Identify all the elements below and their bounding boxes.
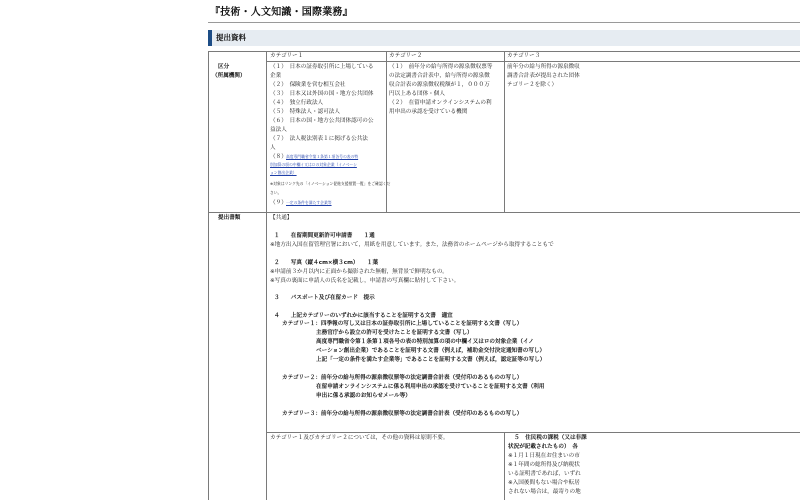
doc-item4-cat1-line1: カテゴリー１：四季報の写し又は日本の証券取引所に上場していることを証明する文書（写し） (282, 321, 523, 327)
common-heading: 【共通】 (270, 215, 293, 221)
doc-item1-title: １ 在留期間更新許可申請書 １通 (274, 233, 375, 239)
row-label-kubun: 区分 (218, 64, 230, 70)
row-label-teishutsu: 提出書類 (218, 215, 241, 221)
doc-item4-cat2-line3: 申出に係る承認のお知らせメール等） (316, 393, 411, 399)
doc-item4-title: ４ 上記カテゴリーのいずれかに該当することを証明する文書 適宜 (274, 313, 453, 319)
table-row2-bottom-border (266, 432, 800, 433)
category2-line: 円以上ある団体・個人 (389, 91, 445, 97)
page-title: 『技術・人文知識・国際業務』 (210, 7, 353, 18)
category3-line: 前年分の給与所得の源泉徴収 (507, 64, 580, 70)
category1-item8-link-line3[interactable]: ョン創出企業） (270, 170, 297, 175)
doc-item1-note: ※地方出入国在留管理官署において，用紙を用意しています。また，法務省のホームページから取得することもで (270, 242, 554, 248)
table-header-bottom-border (266, 61, 800, 62)
bottom-right-line: いる証明書であれば，いずれ (508, 471, 581, 477)
category1-line: （６） 日本の国・地方公共団体認可の公 (270, 118, 374, 124)
bottom-right-line: されない場合は，最寄りの地 (508, 489, 581, 495)
document-page (208, 0, 800, 500)
category1-item9-prefix: （９） (270, 200, 287, 206)
doc-item2-title: ２ 写真（縦４cm×横３cm） １葉 (274, 260, 379, 266)
category1-item8-note-line1: ※対象はリンク先の「イノベーション促進支援措置一覧」をご確認くだ (270, 181, 391, 186)
doc-item2-note1: ※申請前３か月以内に正面から撮影された無帽，無背景で鮮明なもの。 (270, 269, 448, 275)
doc-item4-cat1-line5: 上記「一定の条件を満たす企業等」であることを証明する文書（例えば，認定証等の写し） (316, 357, 546, 363)
bottom-right-line: ※１月１日現在お住まいの市 (508, 453, 580, 459)
table-col2-divider (386, 51, 387, 213)
category1-item8-link-line2[interactable]: 別加算の項の中欄イ又はロの対象企業（イノベーシ (270, 162, 357, 167)
table-left-border (208, 51, 209, 500)
category1-item8-prefix: （８） (270, 154, 287, 160)
bottom-right-line: 状況が記載されたもの） 各 (508, 444, 578, 450)
doc-item3-title: ３ パスポート及び在留カード 提示 (274, 295, 375, 301)
category2-line: の法定調書合計表中，給与所得の源泉徴 (389, 73, 490, 79)
header-category3: カテゴリー３ (507, 53, 541, 59)
category1-line: （２） 保険業を営む相互会社 (270, 82, 346, 88)
doc-item4-cat1-line3: 高度専門職省令第１条第１項各号の表の特別加算の項の中欄イ又はロの対象企業（イノ (316, 339, 534, 345)
category2-line: （１） 前年分の給与所得の源泉徴収票等 (389, 64, 493, 70)
doc-item4-cat1-line4: ベーション創出企業）であることを証明する文書（例えば，補助金交付決定通知書の写し） (316, 348, 546, 354)
header-category1: カテゴリー１ (270, 53, 304, 59)
category1-line: 人 (270, 145, 276, 151)
doc-item4-cat1-line2: 主務官庁から設立の許可を受けたことを証明する文書（写し） (316, 330, 473, 336)
bottom-right-line: ５ 住民税の課税（又は非課 (514, 435, 587, 441)
category2-line: 用申出の承認を受けている機関 (389, 109, 468, 115)
category1-line: （４） 独立行政法人 (270, 100, 324, 106)
category3-line: 調書合計表が提出された団体 (507, 73, 580, 79)
category2-line: 収合計表の源泉徴収税額が１，０００万 (389, 82, 490, 88)
bottom-right-line: ※１年間の総所得及び納税状 (508, 462, 580, 468)
row-label-kubun-sub: （所属機関） (212, 73, 246, 79)
category1-item9-link[interactable]: 一定の条件を満たす企業等 (286, 200, 332, 205)
table-bottom-split-divider (504, 432, 505, 500)
category3-line: テゴリー２を除く） (507, 82, 558, 88)
category1-line: 益法人 (270, 127, 287, 133)
category1-line: （５） 特殊法人・認可法人 (270, 109, 340, 115)
bottom-left-note: カテゴリー１及びカテゴリー２については，その他の資料は原則不要。 (270, 435, 449, 441)
table-col1-divider (266, 51, 267, 500)
doc-item2-note2: ※写真の裏面に申請人の氏名を記載し，申請書の写真欄に貼付して下さい。 (270, 278, 460, 284)
title-divider (208, 22, 800, 23)
category1-item8-note-line2: さい。 (270, 190, 282, 195)
section-title: 提出資料 (216, 33, 246, 42)
category1-line: （３） 日本又は外国の国・地方公共団体 (270, 91, 374, 97)
category1-item8-link-line1[interactable]: 高度専門職省令第１条第１項各号の表の特 (286, 154, 359, 159)
category1-line: （１） 日本の証券取引所に上場している (270, 64, 374, 70)
header-category2: カテゴリー２ (389, 53, 423, 59)
section-header-bar (208, 30, 800, 46)
category1-line: 企業 (270, 73, 282, 79)
category2-line: （２） 在留申請オンラインシステムの利 (389, 100, 492, 106)
category1-line: （７） 法人税法別表１に掲げる公共法 (270, 136, 368, 142)
table-col3-divider (504, 51, 505, 213)
doc-item4-cat3-line1: カテゴリー３：前年分の給与所得の源泉徴収票等の法定調書合計表（受付印のあるものの写し） (282, 411, 523, 417)
doc-item4-cat2-line2: 在留申請オンラインシステムに係る利用申出の承認を受けていることを証明する文書（利用 (316, 384, 545, 390)
bottom-right-line: ※入国後間もない場合や転居 (508, 480, 580, 486)
doc-item4-cat2-line1: カテゴリー２：前年分の給与所得の源泉徴収票等の法定調書合計表（受付印のあるものの写し） (282, 375, 523, 381)
